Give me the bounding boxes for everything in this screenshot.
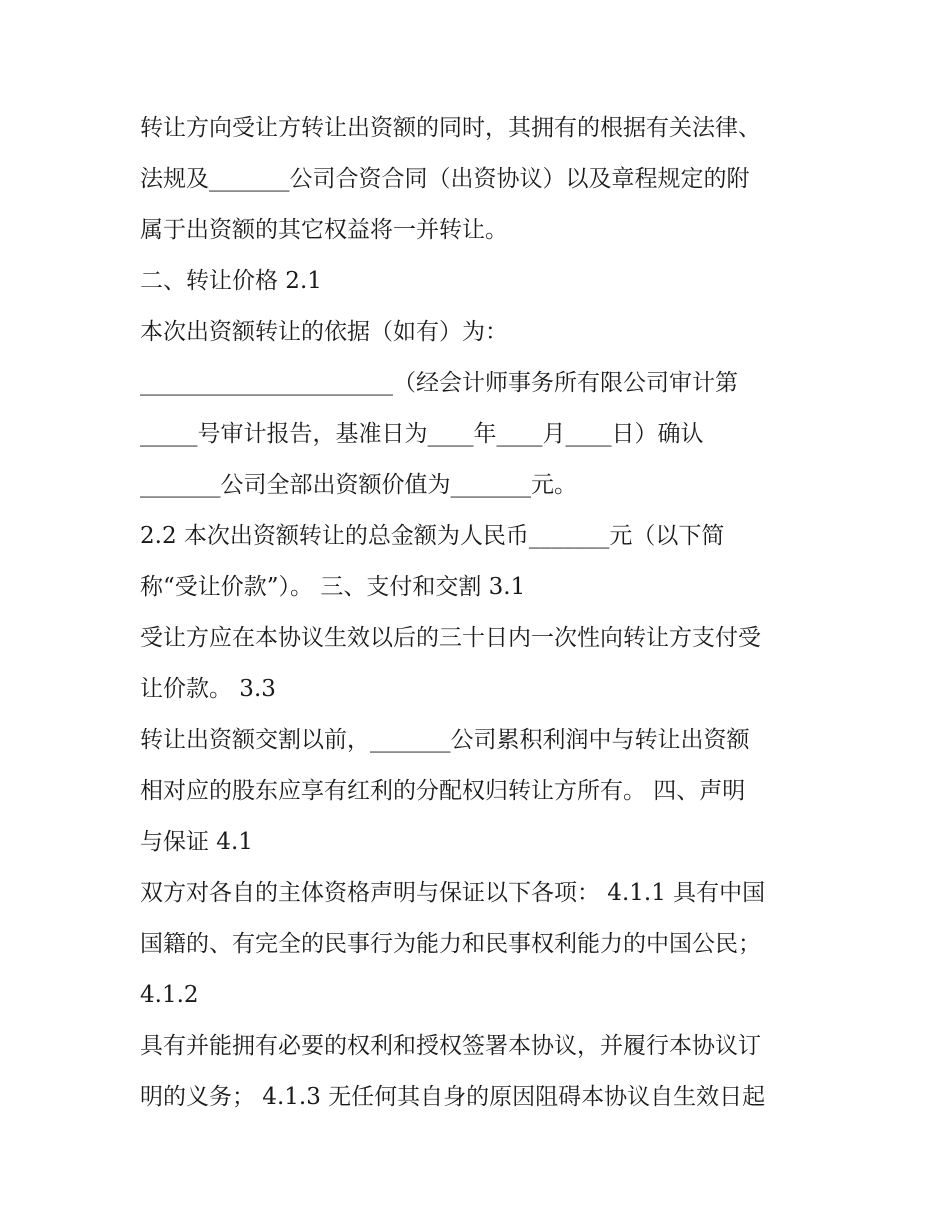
document-body (140, 103, 830, 1123)
text-line: 本次出资额转让的依据（如有）为： (140, 319, 508, 345)
text-line: 称“受让价款”）。 三、支付和交割 3.1 (140, 574, 526, 600)
text-line: 法规及_______公司合资合同（出资协议）以及章程规定的附 (140, 166, 750, 192)
text-line: 与保证 4.1 (140, 829, 253, 855)
text-line: 属于出资额的其它权益将一并转让。 (140, 217, 508, 243)
text-line: 具有并能拥有必要的权利和授权签署本协议，并履行本协议订 (140, 1033, 761, 1059)
text-line: 相对应的股东应享有红利的分配权归转让方所有。 四、声明 (140, 778, 746, 804)
text-line: ______________________（经会计师事务所有限公司审计第 (140, 370, 738, 396)
text-line: 转让方向受让方转让出资额的同时，其拥有的根据有关法律、 (140, 115, 761, 141)
text-line: _______公司全部出资额价值为_______元。 (140, 472, 577, 498)
text-line: 双方对各自的主体资格声明与保证以下各项： 4.1.1 具有中国 (140, 880, 766, 906)
text-line: 2.2 本次出资额转让的总金额为人民币_______元（以下简 (140, 523, 725, 549)
text-line: 国籍的、有完全的民事行为能力和民事权利能力的中国公民； (140, 931, 761, 957)
text-line: 让价款。 3.3 (140, 676, 276, 702)
text-line: 4.1.2 (140, 982, 199, 1008)
text-line: 转让出资额交割以前，_______公司累积利润中与转让出资额 (140, 727, 750, 753)
text-line: 受让方应在本协议生效以后的三十日内一次性向转让方支付受 (140, 625, 761, 651)
section-heading: 二、转让价格 2.1 (140, 268, 322, 294)
text-line: 明的义务； 4.1.3 无任何其自身的原因阻碍本协议自生效日起 (140, 1084, 766, 1110)
text-line: _____号审计报告，基准日为____年____月____日）确认 (140, 421, 704, 447)
